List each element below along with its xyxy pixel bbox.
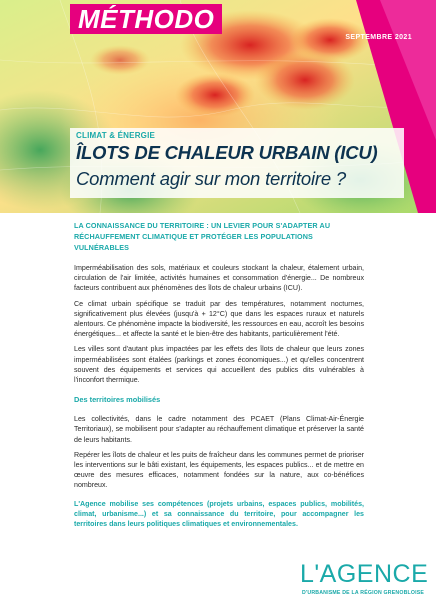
page-title: ÎLOTS DE CHALEUR URBAIN (ICU) bbox=[76, 142, 378, 163]
category-label: CLIMAT & ÉNERGIE bbox=[76, 131, 156, 140]
paragraph: Les collectivités, dans le cadre notamment des PCAET (Plans Climat-Air-Énergie Territoriaux), se mobilisent pour s'adapter au réchauffement climatique et préserver la santé de leurs habitants. bbox=[74, 415, 364, 444]
logo-wordmark: L'AGENCE bbox=[300, 560, 429, 588]
section-heading: Des territoires mobilisés bbox=[74, 395, 161, 405]
publication-date: SEPTEMBRE 2021 bbox=[345, 34, 412, 41]
paragraph: Imperméabilisation des sols, matériaux et couleurs stockant la chaleur, étalement urbain, circulation de l'air limitée, activités humaines et consommation d'énergie... De nombreux facteurs contribuent aux phénomènes des îlots de chaleur urbains (ICU). bbox=[74, 264, 364, 293]
closing-statement: L'Agence mobilise ses compétences (projets urbains, espaces publics, mobilités, climat, urbanisme...) et sa connaissance du territoire, pour accompagner les territoires dans leurs politiques climatiques et environnementales. bbox=[74, 499, 364, 529]
logo-subtitle: D'URBANISME DE LA RÉGION GRENOBLOISE bbox=[302, 590, 425, 596]
paragraph: Repérer les îlots de chaleur et les puits de fraîcheur dans les communes permet de prioriser les interventions sur le bâti existant, les équipements, les espaces publics... et de mettre en œuvre des mesures efficaces, notamment fondées sur la nature, aux co-bénéfices nombreux. bbox=[74, 450, 364, 490]
page-subtitle: Comment agir sur mon territoire ? bbox=[76, 168, 346, 189]
paragraph: Ce climat urbain spécifique se traduit par des températures, notamment nocturnes, significativement plus élevées (jusqu'à + 12°C) que dans les espaces ruraux et naturels alentours. Ce phénomène impacte la biodiversité, les ressources en eau, accroît les besoins énergétiques... et affecte la santé et le bien-être des habitants, particulièrement l'été. bbox=[74, 299, 364, 339]
lead-heading: LA CONNAISSANCE DU TERRITOIRE : UN LEVIER POUR S'ADAPTER AU RÉCHAUFFEMENT CLIMATIQUE ET PROTÉGER LES POPULATIONS VULNÉRABLES bbox=[74, 221, 331, 252]
agency-logo bbox=[300, 560, 429, 600]
brand-label: MÉTHODO bbox=[70, 4, 222, 34]
paragraph: Les villes sont d'autant plus impactées par les effets des îlots de chaleur que leurs zones imperméabilisées sont étalées (parkings et zones économiques...) et qu'elles concentrent souvent des équipements et services qui accueillent des publics dits vulnérables à l'inconfort thermique. bbox=[74, 345, 364, 385]
article-body bbox=[74, 220, 364, 529]
